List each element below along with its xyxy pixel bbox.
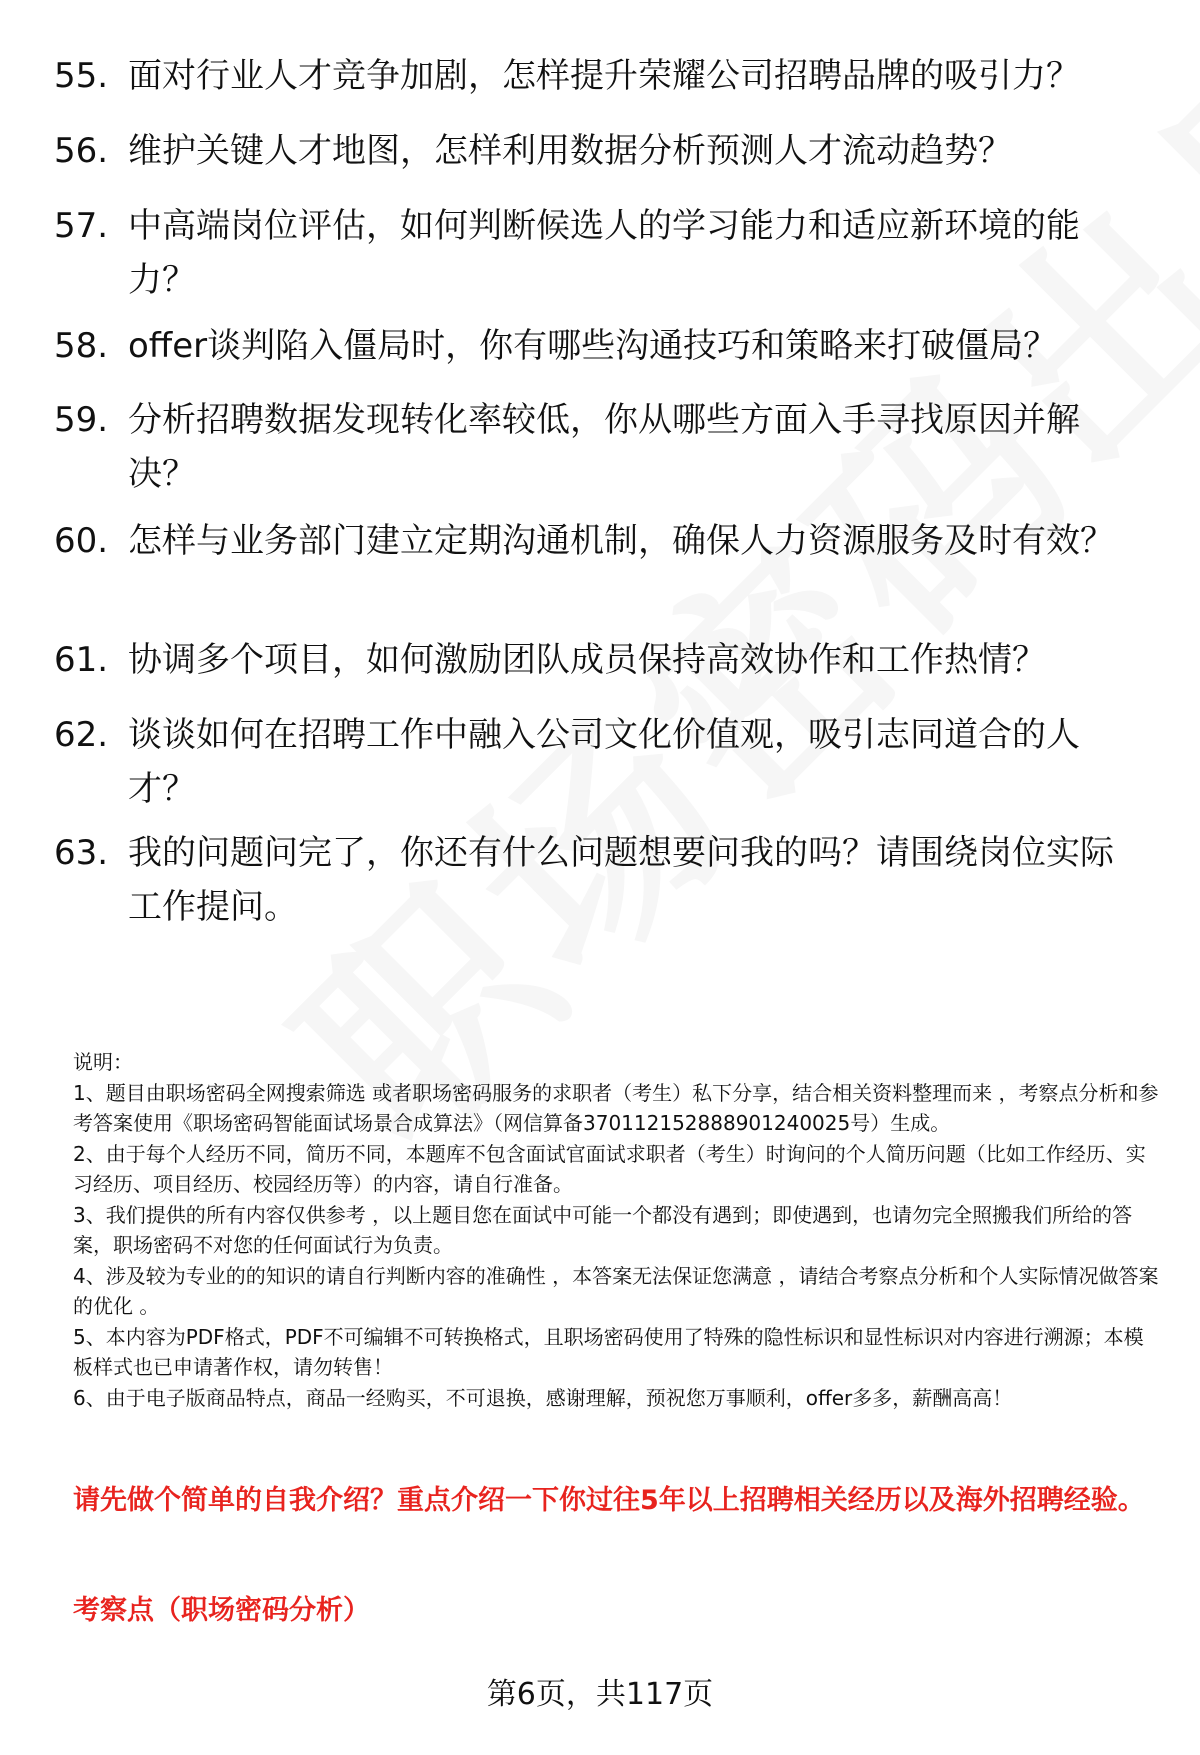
question-text: 谈谈如何在招聘工作中融入公司文化价值观，吸引志同道合的人才？ <box>128 715 1080 809</box>
question-number: 57. <box>54 206 109 246</box>
question-text: 怎样与业务部门建立定期沟通机制，确保人力资源服务及时有效？ <box>128 521 1114 561</box>
question-text: 协调多个项目，如何激励团队成员保持高效协作和工作热情？ <box>128 640 1046 680</box>
question-56 <box>54 124 1154 178</box>
analysis-heading: 考察点（职场密码分析） <box>73 1595 370 1626</box>
question-text: 分析招聘数据发现转化率较低，你从哪些方面入手寻找原因并解决？ <box>128 400 1080 494</box>
note-item: 2、由于每个人经历不同，简历不同，本题库不包含面试官面试求职者（考生）时询问的个人简历问题（比如工作经历、实习经历、项目经历、校园经历等）的内容，请自行准备。 <box>73 1141 1146 1196</box>
question-55 <box>54 49 1154 103</box>
note-item: 6、由于电子版商品特点，商品一经购买，不可退换，感谢理解，预祝您万事顺利，offer多多，薪酬高高！ <box>73 1385 1013 1410</box>
question-number: 61. <box>54 640 109 680</box>
question-number: 58. <box>54 326 109 366</box>
notes-title: 说明： <box>73 1050 133 1074</box>
question-number: 59. <box>54 400 109 440</box>
question-57 <box>54 199 1154 307</box>
notes-section <box>73 1047 1163 1413</box>
question-text: offer谈判陷入僵局时，你有哪些沟通技巧和策略来打破僵局？ <box>128 326 1058 366</box>
note-item: 3、我们提供的所有内容仅供参考 ，以上题目您在面试中可能一个都没有遇到；即使遇到，也请勿完全照搬我们所给的答案，职场密码不对您的任何面试行为负责。 <box>73 1202 1133 1257</box>
question-number: 62. <box>54 715 109 755</box>
question-59 <box>54 393 1154 501</box>
question-number: 56. <box>54 131 109 171</box>
question-number: 60. <box>54 521 109 561</box>
note-item: 4、涉及较为专业的的知识的请自行判断内容的准确性 ，本答案无法保证您满意 ，请结合考察点分析和个人实际情况做答案的优化 。 <box>73 1263 1159 1318</box>
question-61 <box>54 633 1154 687</box>
question-58 <box>54 319 1154 373</box>
question-text: 中高端岗位评估，如何判断候选人的学习能力和适应新环境的能力？ <box>128 206 1080 300</box>
question-text: 面对行业人才竞争加剧，怎样提升荣耀公司招聘品牌的吸引力？ <box>128 56 1080 96</box>
question-text: 我的问题问完了，你还有什么问题想要问我的吗？请围绕岗位实际工作提问。 <box>128 833 1114 927</box>
question-62 <box>54 708 1154 816</box>
question-text: 维护关键人才地图，怎样利用数据分析预测人才流动趋势？ <box>128 131 1012 171</box>
note-item: 5、本内容为PDF格式，PDF不可编辑不可转换格式，且职场密码使用了特殊的隐性标识和显性标识对内容进行溯源；本模板样式也已申请著作权，请勿转售！ <box>73 1324 1144 1379</box>
question-number: 55. <box>54 56 109 96</box>
note-item: 1、题目由职场密码全网搜索筛选 或者职场密码服务的求职者（考生）私下分享，结合相关资料整理而来 ，考察点分析和参考答案使用《职场密码智能面试场景合成算法》（网信算备370112152888901240025号）生成。 <box>73 1080 1159 1135</box>
question-63 <box>54 826 1154 934</box>
question-number: 63. <box>54 833 109 873</box>
intro-question-heading: 请先做个简单的自我介绍？重点介绍一下你过往5年以上招聘相关经历以及海外招聘经验。 <box>73 1485 1145 1516</box>
question-60 <box>54 514 1154 568</box>
page-number: 第6页，共117页 <box>486 1677 714 1712</box>
